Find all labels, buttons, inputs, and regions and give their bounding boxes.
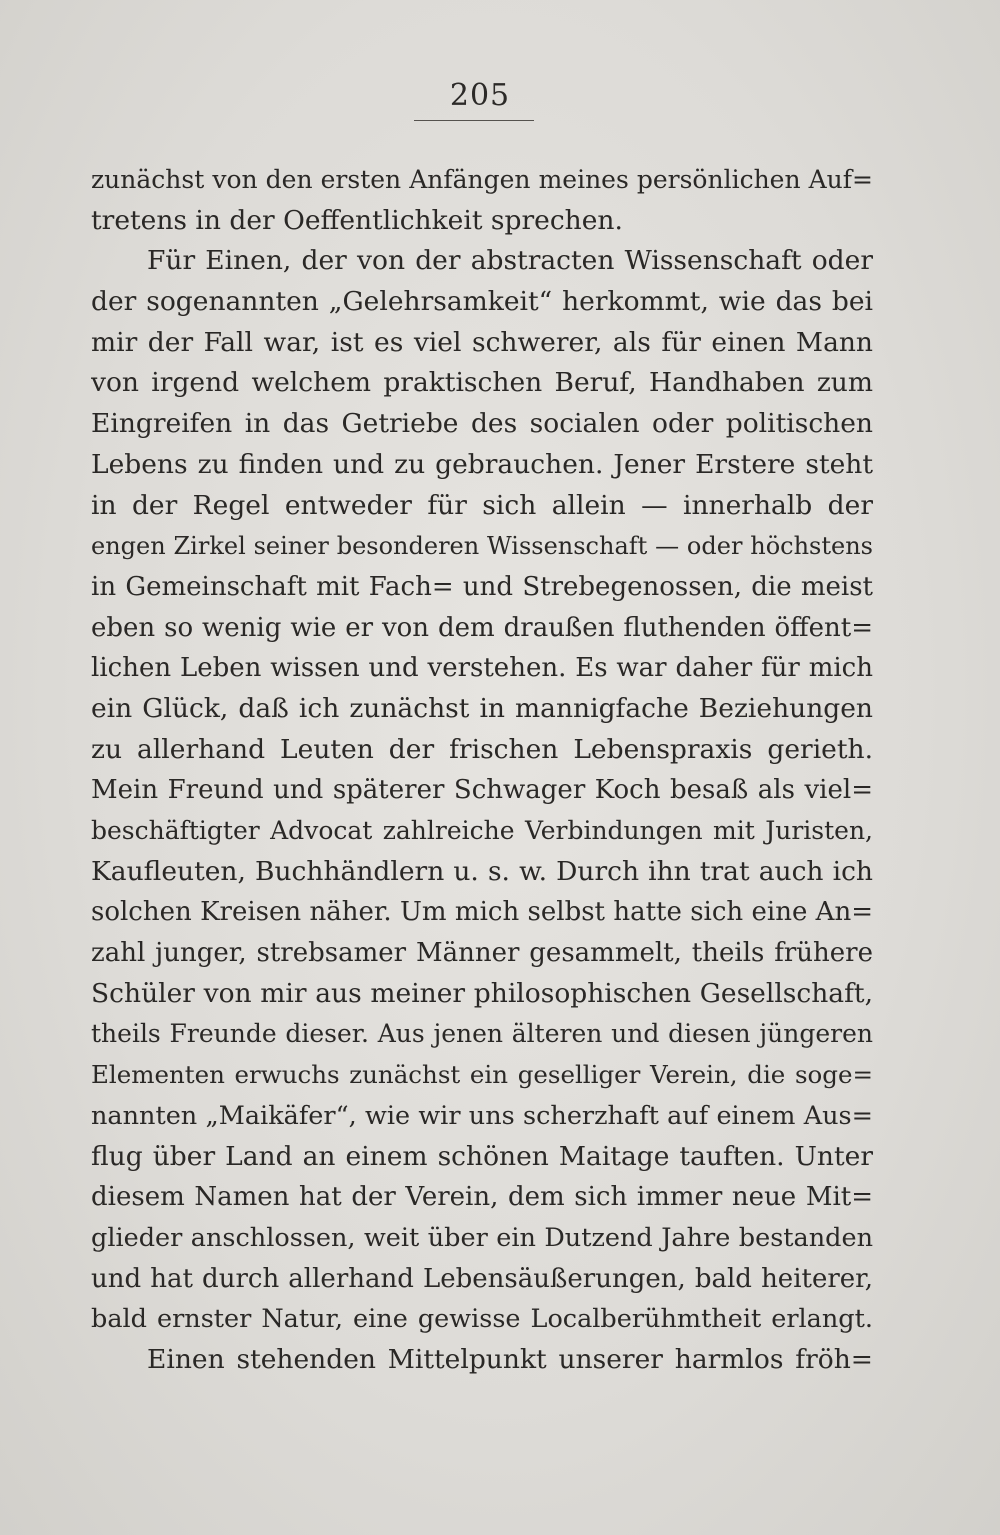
text-line: Für Einen, der von der abstracten Wissenschaft oder <box>147 245 873 277</box>
text-line: Eingreifen in das Getriebe des socialen oder politischen <box>91 408 873 440</box>
text-line: von irgend welchem praktischen Beruf, Handhaben zum <box>91 367 873 399</box>
text-line: nannten „Maikäfer“, wie wir uns scherzhaft auf einem Aus= <box>91 1100 873 1131</box>
text-line: diesem Namen hat der Verein, dem sich immer neue Mit= <box>91 1182 873 1213</box>
text-line: in der Regel entweder für sich allein — innerhalb der <box>91 489 873 521</box>
text-line: bald ernster Natur, eine gewisse Localberühmtheit erlangt. <box>91 1304 873 1335</box>
text-line: theils Freunde dieser. Aus jenen älteren und diesen jüngeren <box>91 1019 873 1049</box>
text-line: zahl junger, strebsamer Männer gesammelt, theils frühere <box>91 938 873 969</box>
text-line: zunächst von den ersten Anfängen meines persönlichen Auf= <box>91 165 873 194</box>
text-line: und hat durch allerhand Lebensäußerungen, bald heiterer, <box>91 1263 873 1294</box>
text-line: Lebens zu finden und zu gebrauchen. Jener Erstere steht <box>91 448 873 480</box>
text-line: zu allerhand Leuten der frischen Lebenspraxis gerieth. <box>91 733 873 765</box>
body-text <box>91 160 873 1381</box>
text-line: Mein Freund und späterer Schwager Koch besaß als viel= <box>91 775 873 806</box>
text-line: engen Zirkel seiner besonderen Wissenschaft — oder höchstens <box>91 532 873 561</box>
text-line: flug über Land an einem schönen Maitage tauften. Unter <box>91 1140 873 1172</box>
text-line: Schüler von mir aus meiner philosophischen Gesellschaft, <box>91 977 873 1009</box>
text-line: glieder anschlossen, weit über ein Dutzend Jahre bestanden <box>91 1222 873 1253</box>
text-line: Elementen erwuchs zunächst ein geselliger Verein, die soge= <box>91 1060 873 1090</box>
text-line: in Gemeinschaft mit Fach= und Strebegenossen, die meist <box>91 571 873 602</box>
text-line: eben so wenig wie er von dem draußen fluthenden öffent= <box>91 612 873 643</box>
text-line: lichen Leben wissen und verstehen. Es war daher für mich <box>91 653 873 684</box>
text-line: solchen Kreisen näher. Um mich selbst hatte sich eine An= <box>91 897 873 928</box>
text-line: ein Glück, daß ich zunächst in mannigfache Beziehungen <box>91 692 873 724</box>
text-line: beschäftigter Advocat zahlreiche Verbindungen mit Juristen, <box>91 816 873 845</box>
text-line: tretens in der Oeffentlichkeit sprechen. <box>91 204 623 236</box>
text-line: mir der Fall war, ist es viel schwerer, als für einen Mann <box>91 326 873 358</box>
header-rule <box>414 120 534 121</box>
text-line: der sogenannten „Gelehrsamkeit“ herkommt, wie das bei <box>91 286 873 318</box>
page-number: 205 <box>449 78 511 113</box>
text-line: Kaufleuten, Buchhändlern u. s. w. Durch ihn trat auch ich <box>91 855 873 887</box>
text-line: Einen stehenden Mittelpunkt unserer harmlos fröh= <box>147 1343 873 1375</box>
